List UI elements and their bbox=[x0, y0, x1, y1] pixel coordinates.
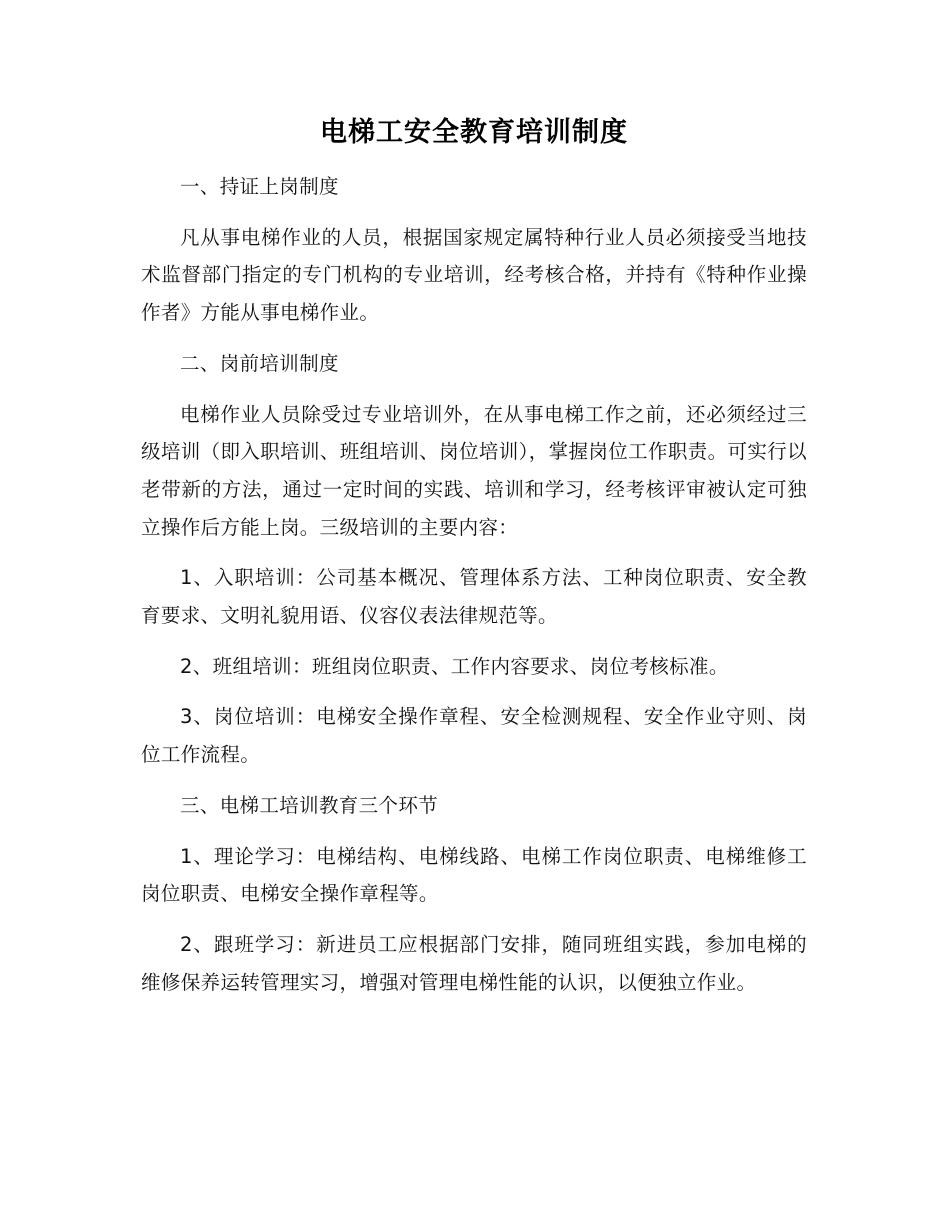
list-item-theory-study: 1、理论学习：电梯结构、电梯线路、电梯工作岗位职责、电梯维修工岗位职责、电梯安全操作章程等。 bbox=[141, 844, 807, 906]
list-item-shadow-study: 2、跟班学习：新进员工应根据部门安排，随同班组实践，参加电梯的维修保养运转管理实习，增强对管理电梯性能的认识，以便独立作业。 bbox=[141, 932, 807, 994]
paragraph-pre-job-training: 电梯作业人员除受过专业培训外，在从事电梯工作之前，还必须经过三级培训（即入职培训、班组培训、岗位培训），掌握岗位工作职责。可实行以老带新的方法，通过一定时间的实践、培训和学习，经考核评审被认定可独立操作后方能上岗。三级培训的主要内容： bbox=[141, 402, 807, 539]
section-heading-pre-job-training: 二、岗前培训制度 bbox=[180, 351, 339, 375]
list-item-position-training: 3、岗位培训：电梯安全操作章程、安全检测规程、安全作业守则、岗位工作流程。 bbox=[141, 705, 807, 767]
section-heading-certification: 一、持证上岗制度 bbox=[180, 175, 339, 198]
paragraph-certification: 凡从事电梯作业的人员，根据国家规定属特种行业人员必须接受当地技术监督部门指定的专门机构的专业培训，经考核合格，并持有《特种作业操作者》方能从事电梯作业。 bbox=[141, 225, 807, 325]
document-body bbox=[141, 112, 807, 1014]
list-item-team-training: 2、班组培训：班组岗位职责、工作内容要求、岗位考核标准。 bbox=[180, 654, 729, 678]
section-heading-training-stages: 三、电梯工培训教育三个环节 bbox=[180, 793, 439, 817]
document-title: 电梯工安全教育培训制度 bbox=[320, 117, 628, 148]
list-item-onboarding-training: 1、入职培训：公司基本概况、管理体系方法、工种岗位职责、安全教育要求、文明礼貌用语、仪容仪表法律规范等。 bbox=[141, 566, 807, 628]
